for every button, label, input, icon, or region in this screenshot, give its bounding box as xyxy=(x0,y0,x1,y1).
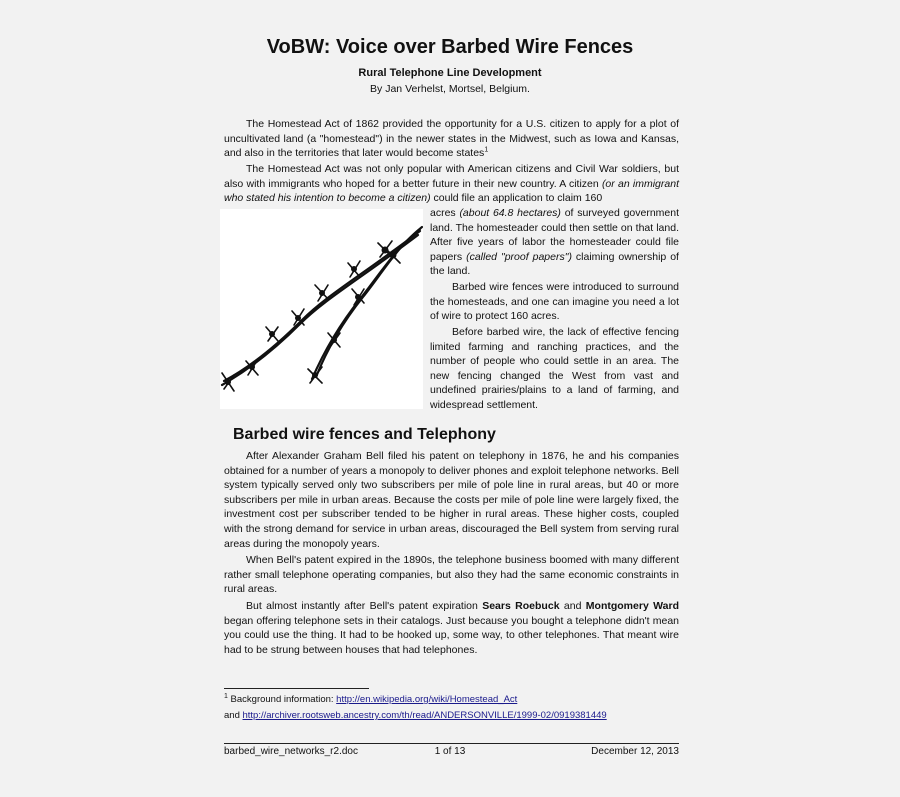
section-paragraph-3: But almost instantly after Bell's patent expiration Sears Roebuck and Montgomery Ward began offering telephone sets in their catalogs. Just because you bought a telephone didn't mean you could use the thing. It had to be hooked up, some way, to other telephones. That meant wire had to be strung between houses that had telephones. xyxy=(224,600,680,656)
footer-filename: barbed_wire_networks_r2.doc xyxy=(224,746,358,757)
footnote-separator xyxy=(224,688,369,689)
section-heading: Barbed wire fences and Telephony xyxy=(233,426,496,443)
footnote-link-wikipedia[interactable]: http://en.wikipedia.org/wiki/Homestead_Act xyxy=(336,694,518,705)
section-paragraph-2: When Bell's patent expired in the 1890s, the telephone business boomed with many different rather small telephone operating companies, but also they had the same economic constraints in rural areas. xyxy=(224,554,679,596)
barbed-wire-image xyxy=(220,209,423,409)
footer-separator xyxy=(224,743,679,744)
intro-paragraph-3: Barbed wire fences were introduced to surround the homesteads, and one can imagine you need a lot of wire to protect 160 acres. xyxy=(430,281,679,323)
intro-paragraph-2: The Homestead Act was not only popular with American citizens and Civil War soldiers, but also with immigrants who hoped for a better future in their new country. A citizen (or an immigrant who stated his intention to become a citizen) could file an application to claim 160 xyxy=(224,163,679,205)
intro-paragraph-1: The Homestead Act of 1862 provided the opportunity for a U.S. citizen to apply for a plot of uncultivated land (a "homestead") in the newer states in the Midwest, such as Iowa and Kansas, and also in the territories that later would become states$^1$ xyxy=(224,118,679,160)
document-title: VoBW: Voice over Barbed Wire Fences xyxy=(266,36,634,58)
document-subtitle: Rural Telephone Line Development xyxy=(358,67,542,79)
intro-paragraph-2-cont: acres (about 64.8 hectares) of surveyed government land. The homesteader could then settle on that land. After five years of labor the homesteader could file papers (called "proof papers") claiming ownership of the land. xyxy=(430,207,680,278)
intro-paragraph-4: Before barbed wire, the lack of effective fencing limited farming and ranching practices, and the number of people who could settle in an area. The new fencing changed the West from vast and undefined prairies/plains to a land of farming, and widespread settlement. xyxy=(430,326,679,411)
footnote-line-2: and http://archiver.rootsweb.ancestry.com/th/read/ANDERSONVILLE/1999-02/0919381449 xyxy=(224,710,607,721)
footer-page-number: 1 of 13 xyxy=(434,746,466,757)
author-byline: By Jan Verhelst, Mortsel, Belgium. xyxy=(370,83,530,95)
footnote-line-1: $^1$ Background information: http://en.wikipedia.org/wiki/Homestead_Act xyxy=(224,692,518,705)
footnote-ref[interactable]: 1 xyxy=(484,146,489,154)
footer-date: December 12, 2013 xyxy=(591,746,679,757)
footnote-link-rootsweb[interactable]: http://archiver.rootsweb.ancestry.com/th/read/ANDERSONVILLE/1999-02/0919381449 xyxy=(242,710,607,721)
section-paragraph-1: After Alexander Graham Bell filed his patent on telephony in 1876, he and his companies obtained for a number of years a monopoly to deliver phones and exploit telephone networks. Bell system typically served only two subscribers per mile of pole line in rural areas, but 40 or more subscribers per mile in urban areas. Because the costs per mile of pole line were largely fixed, the investment cost per subscriber tended to be higher in rural areas. These higher costs, coupled with the strong demand for service in urban areas, discouraged the Bell system from serving rural areas during the monopoly years. xyxy=(224,450,679,550)
